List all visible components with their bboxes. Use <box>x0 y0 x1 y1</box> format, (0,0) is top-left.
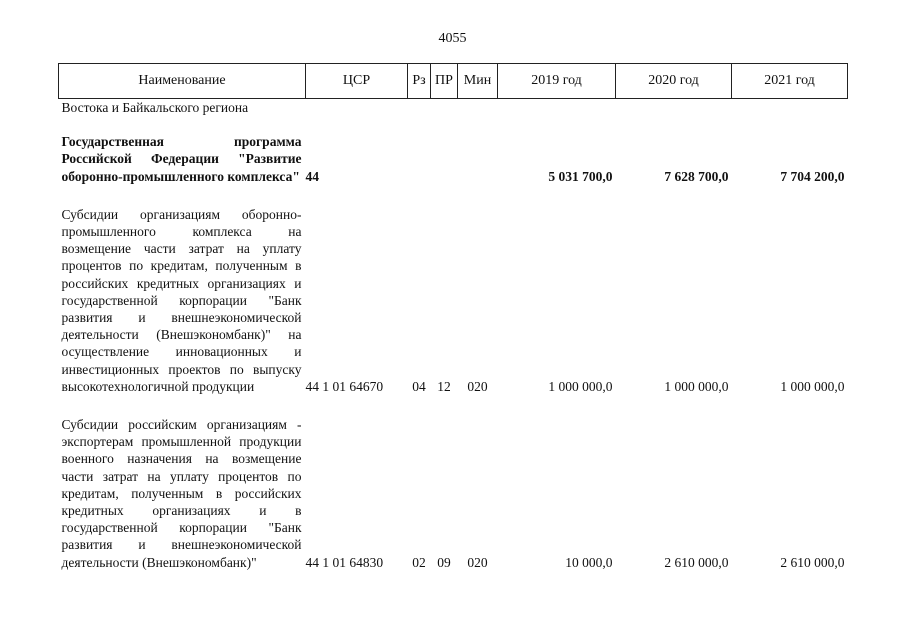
row-2019: 5 031 700,0 <box>548 168 613 184</box>
row-2019: 10 000,0 <box>565 554 613 570</box>
row-name: Субсидии российским организациям - экспортерам промышленной продукции военного назначения на возмещение части затрат на уплату процентов по кредитам, полученным в российских кредитных организациях и в государственной корпорации "Банк развития и внешнеэкономической деятельности (Внешэкономбанк)" <box>61 417 302 570</box>
header-2021: 2021 год <box>732 64 848 99</box>
row-2020: 1 000 000,0 <box>664 378 729 394</box>
row-csr: 44 1 01 64830 <box>305 554 384 570</box>
row-csr: 44 1 01 64670 <box>305 378 384 394</box>
row-min <box>458 133 498 185</box>
header-pr: ПР <box>431 64 458 99</box>
row-rz: 04 <box>412 378 426 394</box>
row-pr <box>431 133 458 185</box>
table-row <box>59 416 848 571</box>
row-csr: 44 <box>305 168 319 184</box>
row-min: 020 <box>467 378 488 394</box>
row-rz: 02 <box>412 554 426 570</box>
row-rz <box>408 133 431 185</box>
row-2021: 1 000 000,0 <box>780 378 845 394</box>
row-2020: 7 628 700,0 <box>664 168 729 184</box>
row-name: Субсидии организациям оборонно-промышленного комплекса на возмещение части затрат на уплату процентов по кредитам, полученным в российских кредитных организациях и государственной корпорации "Банк развития и внешнеэкономической деятельности (Внешэкономбанк)" на осуществление инновационных и инвестиционных проектов по выпуску высокотехнологичной продукции <box>61 206 302 394</box>
header-2020: 2020 год <box>616 64 732 99</box>
page-number: 4055 <box>438 31 467 46</box>
row-name: Государственная программа Российской Федерации "Развитие оборонно-промышленного комплекса" <box>61 134 302 184</box>
row-min: 020 <box>467 554 488 570</box>
budget-table <box>58 63 848 571</box>
row-pr: 09 <box>437 554 451 570</box>
header-rz: Рз <box>408 64 431 99</box>
row-name: Востока и Байкальского региона <box>61 100 249 115</box>
row-2020: 2 610 000,0 <box>664 554 729 570</box>
row-pr: 12 <box>437 378 451 394</box>
header-csr: ЦСР <box>306 64 408 99</box>
row-2021: 7 704 200,0 <box>780 168 845 184</box>
table-row-continuation <box>59 99 848 117</box>
row-2021: 2 610 000,0 <box>780 554 845 570</box>
table-row-program <box>59 133 848 185</box>
row-2019: 1 000 000,0 <box>548 378 613 394</box>
header-2019: 2019 год <box>498 64 616 99</box>
table-row <box>59 206 848 395</box>
table-header <box>59 64 848 99</box>
header-min: Мин <box>458 64 498 99</box>
header-name: Наименование <box>59 64 306 99</box>
